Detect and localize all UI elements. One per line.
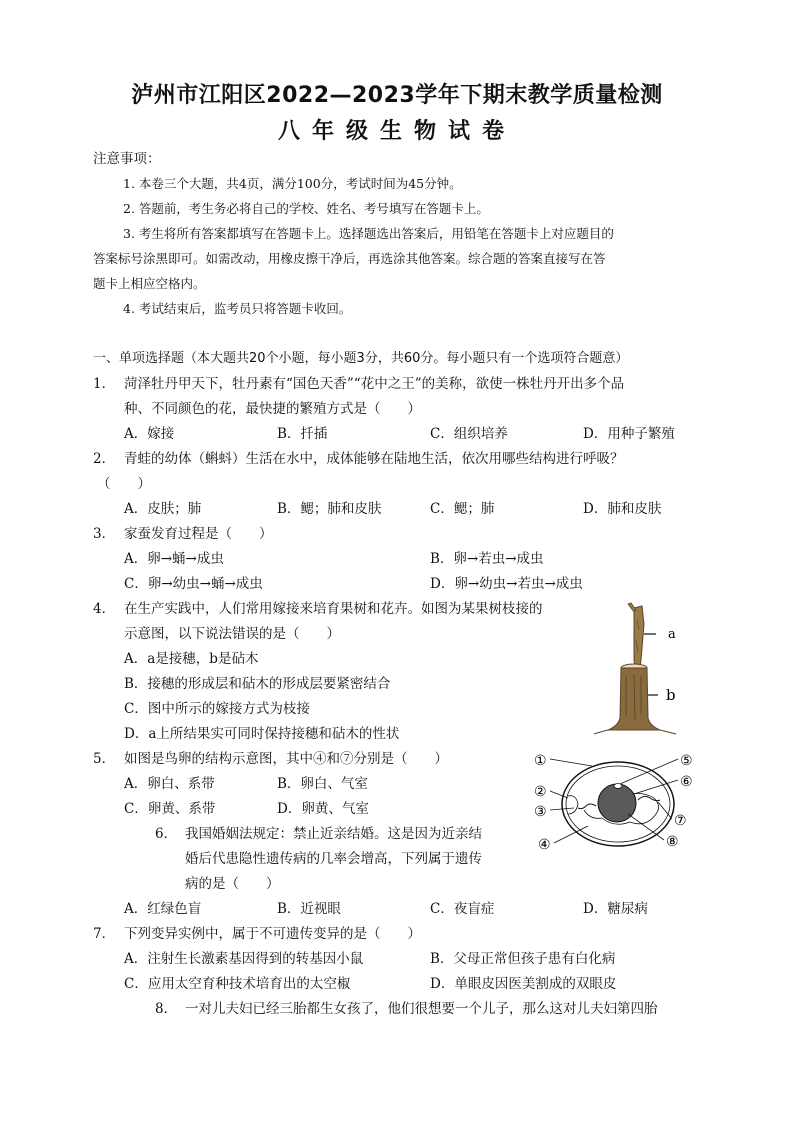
q2-stem-line-2: （ ） <box>97 476 151 492</box>
note-3-line-1: 3. 考生将所有答案都填写在答题卡上。选择题选出答案后，用铅笔在答题卡上对应题目的 <box>123 226 614 241</box>
q2-option-d: D．肺和皮肤 <box>583 501 662 517</box>
q6-stem-line-1: 我国婚姻法规定：禁止近亲结婚。这是因为近亲结 <box>185 826 482 842</box>
q4-stem-line-2: 示意图，以下说法错误的是（ ） <box>124 626 340 642</box>
section-1-heading: 一、单项选择题（本大题共20个小题，每小题3分，共60分。每小题只有一个选项符合题意） <box>93 351 629 366</box>
q4-option-d: D．a上所结果实可同时保持接穗和砧木的性状 <box>124 726 400 742</box>
q5-stem-line-1: 如图是鸟卵的结构示意图，其中④和⑦分别是（ ） <box>124 751 448 767</box>
bird-egg-diagram <box>532 748 704 860</box>
label-1: ① <box>534 753 547 769</box>
q5-option-c: C．卵黄、系带 <box>124 801 216 817</box>
q4-number: 4． <box>93 601 116 617</box>
q3-number: 3． <box>93 526 116 542</box>
q2-number: 2． <box>93 451 116 467</box>
label-2: ② <box>534 784 547 800</box>
q7-option-d: D．单眼皮因医美割成的双眼皮 <box>430 976 617 992</box>
q1-option-a: A．嫁接 <box>124 426 175 442</box>
q7-option-b: B．父母正常但孩子患有白化病 <box>430 951 616 967</box>
q3-option-d: D．卵→幼虫→若虫→成虫 <box>430 576 583 592</box>
q6-option-b: B．近视眼 <box>277 901 341 917</box>
label-b: b <box>666 686 676 704</box>
germinal-disc <box>614 784 622 789</box>
q1-option-d: D．用种子繁殖 <box>583 426 675 442</box>
q8-number: 8． <box>155 1001 178 1017</box>
q1-number: 1． <box>93 376 116 392</box>
q1-option-c: C．组织培养 <box>430 426 508 442</box>
note-2: 2. 答题前，考生务必将自己的学校、姓名、考号填写在答题卡上。 <box>123 201 489 216</box>
exam-title: 泸州市江阳区2022—2023学年下期末教学质量检测 <box>131 83 663 108</box>
q4-option-b: B．接穗的形成层和砧木的形成层要紧密结合 <box>124 676 391 692</box>
label-6: ⑥ <box>680 774 693 790</box>
q2-option-a: A．皮肤；肺 <box>124 501 202 517</box>
notes-heading: 注意事项： <box>93 151 161 167</box>
q5-option-a: A．卵白、系带 <box>124 776 215 792</box>
q2-stem-line-1: 青蛙的幼体（蝌蚪）生活在水中，成体能够在陆地生活，依次用哪些结构进行呼吸？ <box>124 451 624 467</box>
q6-option-a: A．红绿色盲 <box>124 901 202 917</box>
q3-option-a: A．卵→蛹→成虫 <box>124 551 224 567</box>
q2-option-c: C．鳃；肺 <box>430 501 495 517</box>
note-3-line-2: 答案标号涂黑即可。如需改动，用橡皮擦干净后，再选涂其他答案。综合题的答案直接写在答 <box>93 251 606 266</box>
q7-stem-line-1: 下列变异实例中，属于不可遗传变异的是（ ） <box>124 926 421 942</box>
rootstock-trunk <box>594 664 676 734</box>
label-5: ⑤ <box>680 753 693 769</box>
q4-option-a: A．a是接穗，b是砧木 <box>124 651 259 667</box>
q6-option-c: C．夜盲症 <box>430 901 495 917</box>
q1-stem-line-2: 种、不同颜色的花，最快捷的繁殖方式是（ ） <box>124 401 421 417</box>
q7-number: 7． <box>93 926 116 942</box>
label-a: a <box>668 627 676 642</box>
label-8: ⑧ <box>666 834 679 850</box>
q3-stem-line-1: 家蚕发育过程是（ ） <box>124 526 273 542</box>
q1-stem-line-1: 菏泽牡丹甲天下，牡丹素有“国色天香”“花中之王”的美称，欲使一株牡丹开出多个品 <box>124 376 625 392</box>
q1-option-b: B．扦插 <box>277 426 328 442</box>
exam-subtitle: 八年级生物试卷 <box>277 119 516 144</box>
note-1: 1. 本卷三个大题，共4页，满分100分，考试时间为45分钟。 <box>123 176 462 191</box>
q6-stem-line-3: 病的是（ ） <box>185 876 280 892</box>
q4-option-c: C．图中所示的嫁接方式为枝接 <box>124 701 310 717</box>
q5-option-d: D．卵黄、气室 <box>277 801 369 817</box>
q4-stem-line-1: 在生产实践中，人们常用嫁接来培育果树和花卉。如图为某果树枝接的 <box>124 601 543 617</box>
label-4: ④ <box>538 837 551 853</box>
q6-number: 6． <box>155 826 178 842</box>
grafting-diagram <box>590 600 700 735</box>
q3-option-c: C．卵→幼虫→蛹→成虫 <box>124 576 263 592</box>
q2-option-b: B．鳃；肺和皮肤 <box>277 501 382 517</box>
q5-number: 5． <box>93 751 116 767</box>
note-3-line-3: 题卡上相应空格内。 <box>93 276 206 291</box>
label-7: ⑦ <box>674 813 687 829</box>
label-3: ③ <box>534 804 547 820</box>
q8-stem-line-1: 一对儿夫妇已经三胎都生女孩了，他们很想要一个儿子，那么这对儿夫妇第四胎 <box>185 1001 658 1017</box>
q3-option-b: B．卵→若虫→成虫 <box>430 551 544 567</box>
note-4: 4. 考试结束后，监考员只将答题卡收回。 <box>123 301 352 316</box>
q6-stem-line-2: 婚后代患隐性遗传病的几率会增高，下列属于遗传 <box>185 851 482 867</box>
q5-option-b: B．卵白、气室 <box>277 776 368 792</box>
q7-option-a: A．注射生长激素基因得到的转基因小鼠 <box>124 951 364 967</box>
yolk <box>598 784 636 822</box>
q7-option-c: C．应用太空育种技术培育出的太空椒 <box>124 976 351 992</box>
q6-option-d: D．糖尿病 <box>583 901 648 917</box>
